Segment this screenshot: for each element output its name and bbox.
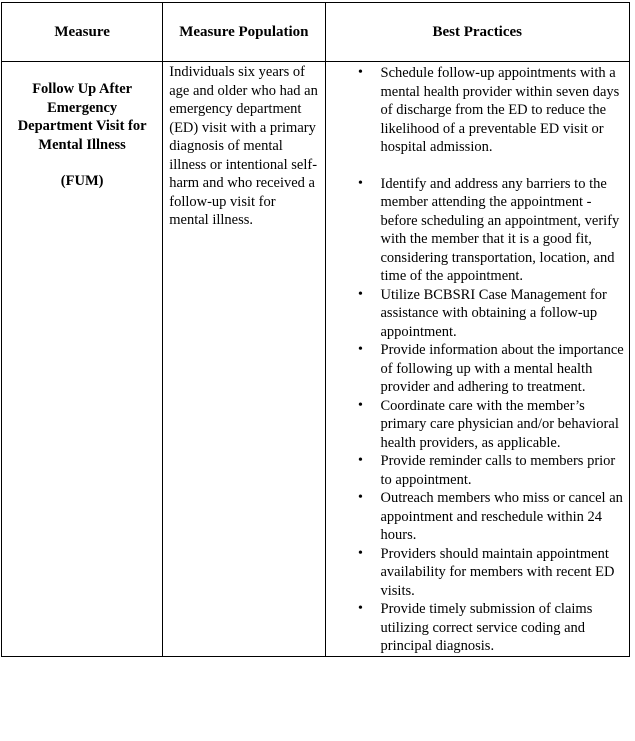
- best-practices-list: [326, 64, 626, 656]
- list-item: [326, 600, 626, 656]
- measure-name: Follow Up After Emergency Department Visit for Mental Illness: [17, 81, 147, 153]
- list-item: [326, 452, 626, 489]
- measure-table: [1, 2, 630, 657]
- bullet-icon: •: [358, 397, 363, 413]
- bullet-icon: •: [358, 545, 363, 561]
- best-practices-cell: [325, 62, 630, 657]
- bullet-icon: •: [358, 65, 363, 80]
- practice-text: Outreach members who miss or cancel an appointment and reschedule within 24 hours.: [380, 490, 623, 543]
- bullet-icon: •: [358, 453, 363, 468]
- bullet-icon: •: [358, 175, 363, 191]
- bullet-icon: •: [358, 342, 363, 357]
- header-measure-population: Measure Population: [163, 3, 325, 62]
- bullet-icon: •: [358, 286, 363, 302]
- header-best-practices: Best Practices: [325, 3, 630, 62]
- practice-text: Provide reminder calls to members prior to appointment.: [380, 453, 616, 488]
- practice-text: Utilize BCBSRI Case Management for assistance with obtaining a follow-up appointment.: [380, 286, 607, 340]
- list-item: [326, 286, 626, 342]
- measure-cell: [2, 62, 163, 657]
- practice-text: Coordinate care with the member’s primary care physician and/or behavioral health providers, as applicable.: [380, 397, 619, 451]
- practice-text: Provide timely submission of claims utilizing correct service coding and principal diagnosis.: [380, 601, 593, 654]
- list-item: [326, 545, 626, 601]
- header-row: [2, 3, 630, 62]
- bullet-icon: •: [358, 601, 363, 616]
- practice-text: Provide information about the importance of following up with a mental health provider and adhering to treatment.: [380, 342, 624, 395]
- list-item: [326, 175, 626, 286]
- table-row: [2, 62, 630, 657]
- practice-text: Providers should maintain appointment availability for members with recent ED visits.: [380, 545, 615, 599]
- practice-text: Schedule follow-up appointments with a mental health provider within seven days of discharge from the ED to reduce the likelihood of a preventable ED visit or hospital admission.: [380, 65, 620, 155]
- list-item: [326, 64, 626, 157]
- bullet-icon: •: [358, 490, 363, 505]
- practice-text: Identify and address any barriers to the member attending the appointment - before scheduling an appointment, verify with the member that it is a good fit, considering transportation, location, and time of the appointment.: [380, 175, 620, 284]
- measure-abbreviation: (FUM): [60, 173, 104, 189]
- list-item: [326, 489, 626, 545]
- measure-population-cell: Individuals six years of age and older who had an emergency department (ED) visit with a primary diagnosis of mental illness or intentional self-harm and who received a follow-up visit for mental illness.: [163, 62, 325, 657]
- list-item: [326, 341, 626, 397]
- list-item: [326, 397, 626, 453]
- header-measure: Measure: [2, 3, 163, 62]
